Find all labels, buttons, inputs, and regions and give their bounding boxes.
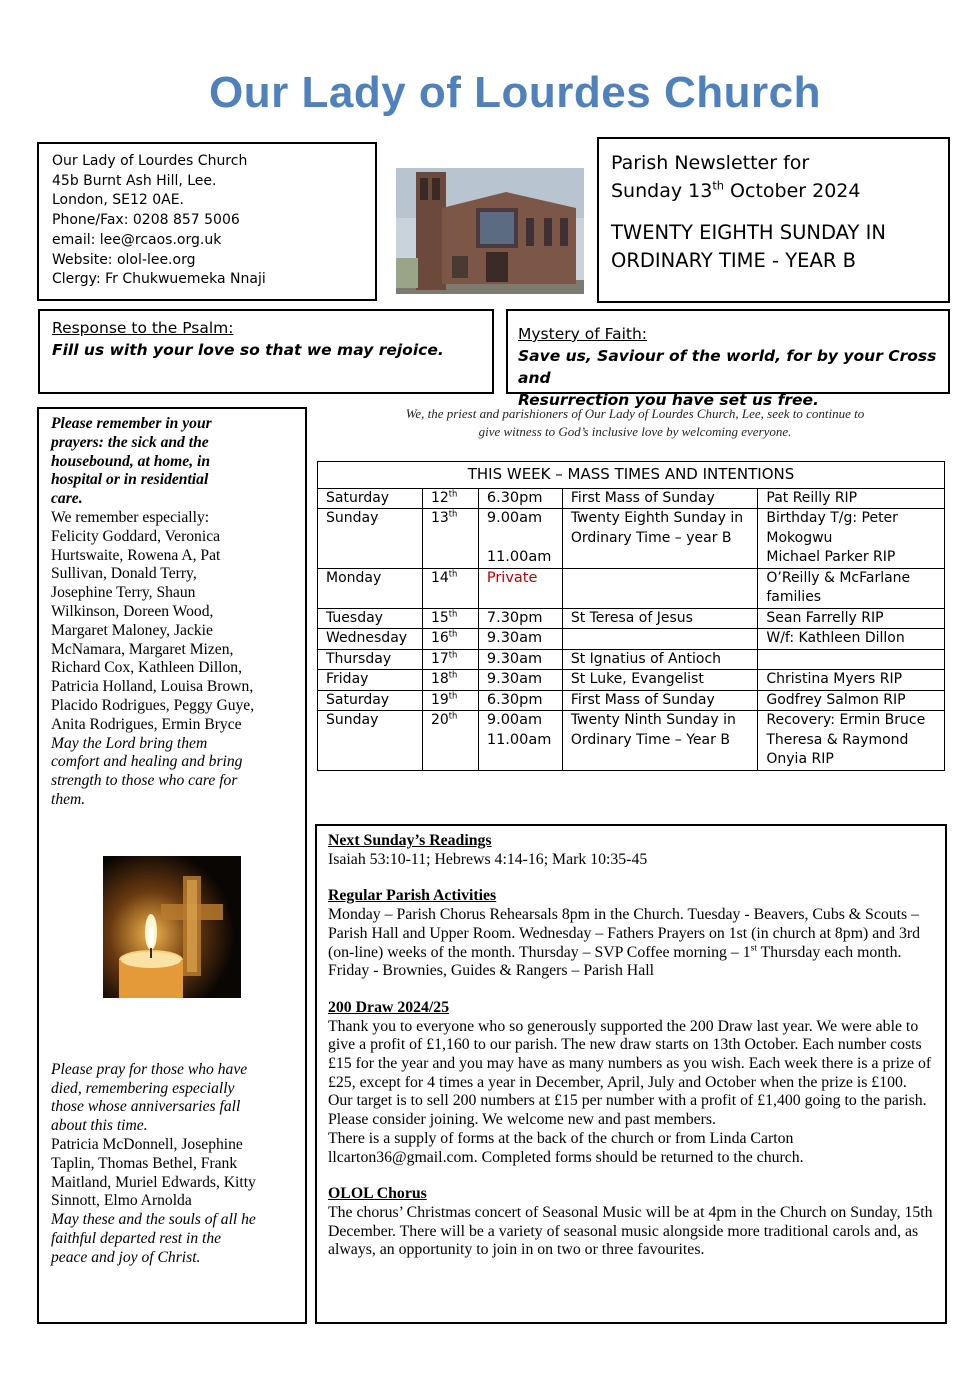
notices-box <box>315 824 947 1324</box>
mass-day: Sunday <box>318 509 423 569</box>
mass-intention: Pat Reilly RIP <box>758 488 945 509</box>
draw-text: Thank you to everyone who so generously supported the 200 Draw last year. We were able to give a profit of £1,160 to our parish. The new draw starts on 13th October. Each number costs £15 for the year and you may have as many numbers as you wish. Each week there is a prize of £25, except for 4 times a year in December, April, July and October when the prize is £100. Our target is to sell 200 numbers at £15 per number with a profit of £1,400 going to the parish. Please consider joining. We welcome new and past members. <box>328 1017 932 1129</box>
address-line: London, SE12 0AE. <box>52 192 184 209</box>
mass-time: 9.00am 11.00am <box>478 711 562 771</box>
mass-celebration <box>562 629 758 650</box>
mass-date: 20th <box>422 711 478 771</box>
faith-text: Save us, Saviour of the world, for by your Cross and Resurrection you have set us free. <box>518 347 937 409</box>
mass-day: Wednesday <box>318 629 423 650</box>
departed-closing: May these and the souls of all he faithful departed rest in the peace and joy of Christ. <box>51 1211 256 1266</box>
mass-time: 9.00am 11.00am <box>478 509 562 569</box>
mass-times-table <box>317 461 945 771</box>
mass-time: 9.30am <box>478 649 562 670</box>
mass-day: Friday <box>318 670 423 691</box>
mass-day: Saturday <box>318 690 423 711</box>
mass-celebration: Twenty Ninth Sunday in Ordinary Time – Year B <box>562 711 758 771</box>
mass-row <box>318 711 945 771</box>
mass-intention: W/f: Kathleen Dillon <box>758 629 945 650</box>
mass-date: 16th <box>422 629 478 650</box>
mass-celebration: St Teresa of Jesus <box>562 608 758 629</box>
address-line: 45b Burnt Ash Hill, Lee. <box>52 172 217 189</box>
mass-celebration <box>562 568 758 608</box>
mass-intention: O’Reilly & McFarlane families <box>758 568 945 608</box>
address-website: Website: olol-lee.org <box>52 251 196 268</box>
newsletter-label: Parish Newsletter for <box>611 152 810 174</box>
mass-celebration: First Mass of Sunday <box>562 690 758 711</box>
newsletter-date: Sunday 13th October 2024 <box>611 178 861 202</box>
sick-closing: May the Lord bring them comfort and healing and bring strength to those who care for them. <box>51 734 243 808</box>
sick-heading: Please remember in your prayers: the sick and the housebound, at home, in hospital or in residential care. <box>51 415 212 508</box>
mass-date: 19th <box>422 690 478 711</box>
address-email: email: lee@rcaos.org.uk <box>52 231 222 248</box>
readings-heading: Next Sunday’s Readings <box>328 832 492 849</box>
mass-row <box>318 509 945 569</box>
mass-intention: Godfrey Salmon RIP <box>758 690 945 711</box>
address-clergy: Clergy: Fr Chukwuemeka Nnaji <box>52 271 266 288</box>
mass-intention <box>758 649 945 670</box>
address-box <box>37 142 377 301</box>
draw-heading: 200 Draw 2024/25 <box>328 998 450 1016</box>
mass-day: Tuesday <box>318 608 423 629</box>
newsletter-box <box>597 137 950 303</box>
mass-time: 9.30am <box>478 670 562 691</box>
mass-row <box>318 568 945 608</box>
mass-row <box>318 649 945 670</box>
mass-time: 7.30pm <box>478 608 562 629</box>
mass-day: Sunday <box>318 711 423 771</box>
readings-text: Isaiah 53:10-11; Hebrews 4:14-16; Mark 10:35-45 <box>328 850 648 868</box>
candle-cross-image <box>103 856 241 998</box>
mass-row <box>318 690 945 711</box>
address-line: Our Lady of Lourdes Church <box>52 153 248 169</box>
mass-row <box>318 608 945 629</box>
address-phone: Phone/Fax: 0208 857 5006 <box>52 212 240 229</box>
mass-date: 18th <box>422 670 478 691</box>
chorus-text: The chorus’ Christmas concert of Seasonal Music will be at 4pm in the Church on Sunday, 15th December. There will be a variety of seasonal music alongside more traditional carols and, as always, an opportunity to join in on two or three favourites. <box>328 1203 933 1259</box>
mass-intention: Sean Farrelly RIP <box>758 608 945 629</box>
chorus-heading: OLOL Chorus <box>328 1185 427 1203</box>
mass-date: 14th <box>422 568 478 608</box>
mass-day: Thursday <box>318 649 423 670</box>
page-title: Our Lady of Lourdes Church <box>209 68 821 117</box>
mass-date: 15th <box>422 608 478 629</box>
mass-celebration: St Luke, Evangelist <box>562 670 758 691</box>
mass-intention: Recovery: Ermin Bruce Theresa & Raymond Onyia RIP <box>758 711 945 771</box>
mass-intention: Birthday T/g: Peter Mokogwu Michael Parker RIP <box>758 509 945 569</box>
mass-table-heading: THIS WEEK – MASS TIMES AND INTENTIONS <box>318 462 945 489</box>
liturgical-occasion: TWENTY EIGHTH SUNDAY IN ORDINARY TIME - YEAR B <box>611 221 886 272</box>
faith-box <box>506 309 950 409</box>
mass-celebration: Twenty Eighth Sunday in Ordinary Time – year B <box>562 509 758 569</box>
mass-time: 6.30pm <box>478 488 562 509</box>
draw-forms-text: There is a supply of forms at the back of the church or from Linda Carton llcarton36@gmail.com. Completed forms should be returned to the church. <box>328 1129 804 1166</box>
psalm-box <box>38 309 494 394</box>
departed-intro: Please pray for those who have died, remembering especially those whose anniversaries fall about this time. <box>51 1060 248 1135</box>
activities-text: Monday – Parish Chorus Rehearsals 8pm in the Church. Tuesday - Beavers, Cubs & Scouts – Parish Hall and Upper Room. Wednesday – Fathers Prayers on 1st (in church at 8pm) and 3rd (on-line) weeks of the month. Thursday – SVP Coffee morning – 1st Thursday each month. Friday - Brownies, Guides & Rangers – Parish Hall <box>328 906 921 980</box>
mass-intention: Christina Myers RIP <box>758 670 945 691</box>
activities-heading: Regular Parish Activities <box>328 887 497 905</box>
mass-date: 13th <box>422 509 478 569</box>
mass-row <box>318 670 945 691</box>
church-photo <box>396 168 584 294</box>
psalm-text: Fill us with your love so that we may rejoice. <box>52 341 444 359</box>
mass-time: Private <box>478 568 562 608</box>
mission-statement: We, the priest and parishioners of Our Lady of Lourdes Church, Lee, seek to continue to give witness to God’s inclusive love by welcoming everyone. <box>405 406 865 439</box>
mass-time: 9.30am <box>478 629 562 650</box>
mass-day: Monday <box>318 568 423 608</box>
psalm-heading: Response to the Psalm: <box>52 319 234 337</box>
mass-celebration: St Ignatius of Antioch <box>562 649 758 670</box>
mass-row <box>318 488 945 509</box>
sick-names: We remember especially: Felicity Goddard, Veronica Hurtswaite, Rowena A, Pat Sullivan, Donald Terry, Josephine Terry, Shaun Wilkinson, Doreen Wood, Margaret Maloney, Jackie McNamara, Margaret Mizen, Richard Cox, Kathleen Dillon, Patricia Holland, Louisa Brown, Placido Rodrigues, Peggy Guye, Anita Rodrigues, Ermin Bryce <box>51 508 255 733</box>
mass-day: Saturday <box>318 488 423 509</box>
mass-row <box>318 629 945 650</box>
faith-heading: Mystery of Faith: <box>518 325 647 343</box>
mass-time: 6.30pm <box>478 690 562 711</box>
mass-date: 17th <box>422 649 478 670</box>
mass-celebration: First Mass of Sunday <box>562 488 758 509</box>
mass-date: 12th <box>422 488 478 509</box>
departed-names: Patricia McDonnell, Josephine Taplin, Thomas Bethel, Frank Maitland, Muriel Edwards, Kitty Sinnott, Elmo Arnolda <box>51 1135 256 1210</box>
